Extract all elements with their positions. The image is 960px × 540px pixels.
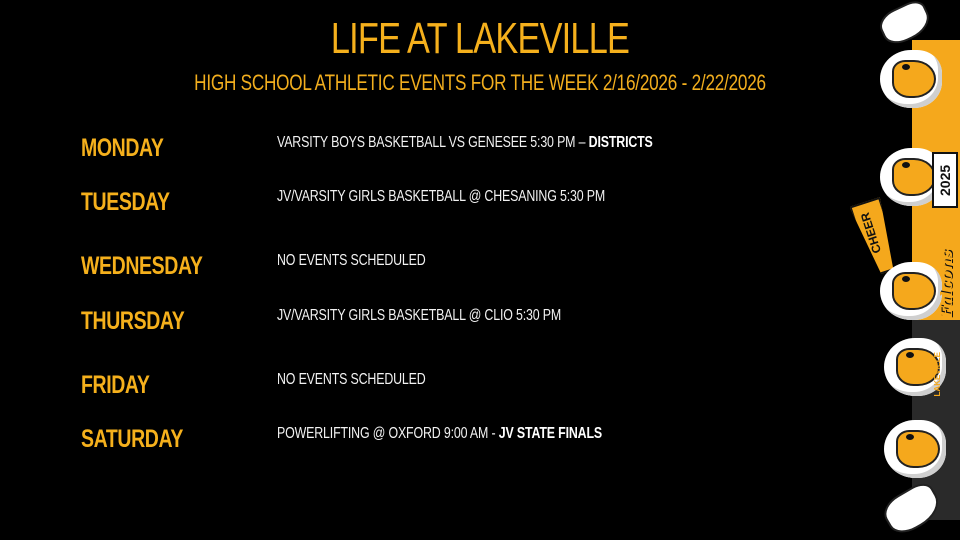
page-subtitle: HIGH SCHOOL ATHLETIC EVENTS FOR THE WEEK 2/16/2026 - 2/22/2026	[194, 70, 766, 95]
day-label: TUESDAY	[81, 188, 170, 216]
schedule-row-monday	[0, 134, 860, 174]
schedule-row-tuesday	[0, 188, 860, 228]
schedule-row-wednesday	[0, 252, 860, 292]
schedule-row-friday	[0, 371, 860, 411]
event-description: JV/VARSITY GIRLS BASKETBALL @ CHESANING 5:30 PM	[277, 188, 606, 205]
event-description: NO EVENTS SCHEDULED	[277, 371, 426, 388]
mascot-illustration	[850, 0, 960, 540]
falcon-mascot-icon	[880, 50, 942, 108]
event-description: NO EVENTS SCHEDULED	[277, 252, 426, 269]
falcons-script-text: Falcons	[937, 250, 956, 318]
event-text	[277, 371, 426, 389]
lakeville-side-text: LAKEVILLE	[933, 352, 942, 397]
megaphone-label: CHEER	[857, 210, 885, 256]
schedule-row-saturday	[0, 425, 860, 465]
falcon-mascot-icon	[880, 262, 942, 320]
schedule-row-thursday	[0, 307, 860, 347]
event-text	[277, 252, 426, 270]
day-label: MONDAY	[81, 134, 164, 162]
event-highlight: JV STATE FINALS	[498, 425, 602, 442]
event-description: VARSITY BOYS BASKETBALL VS GENESEE 5:30 PM –	[277, 134, 589, 151]
day-label: THURSDAY	[81, 307, 185, 335]
event-text	[277, 307, 561, 325]
event-text	[277, 188, 605, 206]
page-title: LIFE AT LAKEVILLE	[330, 14, 630, 63]
falcon-mascot-icon	[884, 420, 946, 478]
event-text	[277, 425, 602, 443]
event-text	[277, 134, 653, 152]
year-tag: 2025	[932, 152, 958, 208]
day-label: FRIDAY	[81, 371, 150, 399]
event-highlight: DISTRICTS	[588, 134, 653, 151]
day-label: WEDNESDAY	[81, 252, 203, 280]
event-description: POWERLIFTING @ OXFORD 9:00 AM -	[277, 425, 499, 442]
event-description: JV/VARSITY GIRLS BASKETBALL @ CLIO 5:30 PM	[277, 307, 562, 324]
day-label: SATURDAY	[81, 425, 183, 453]
